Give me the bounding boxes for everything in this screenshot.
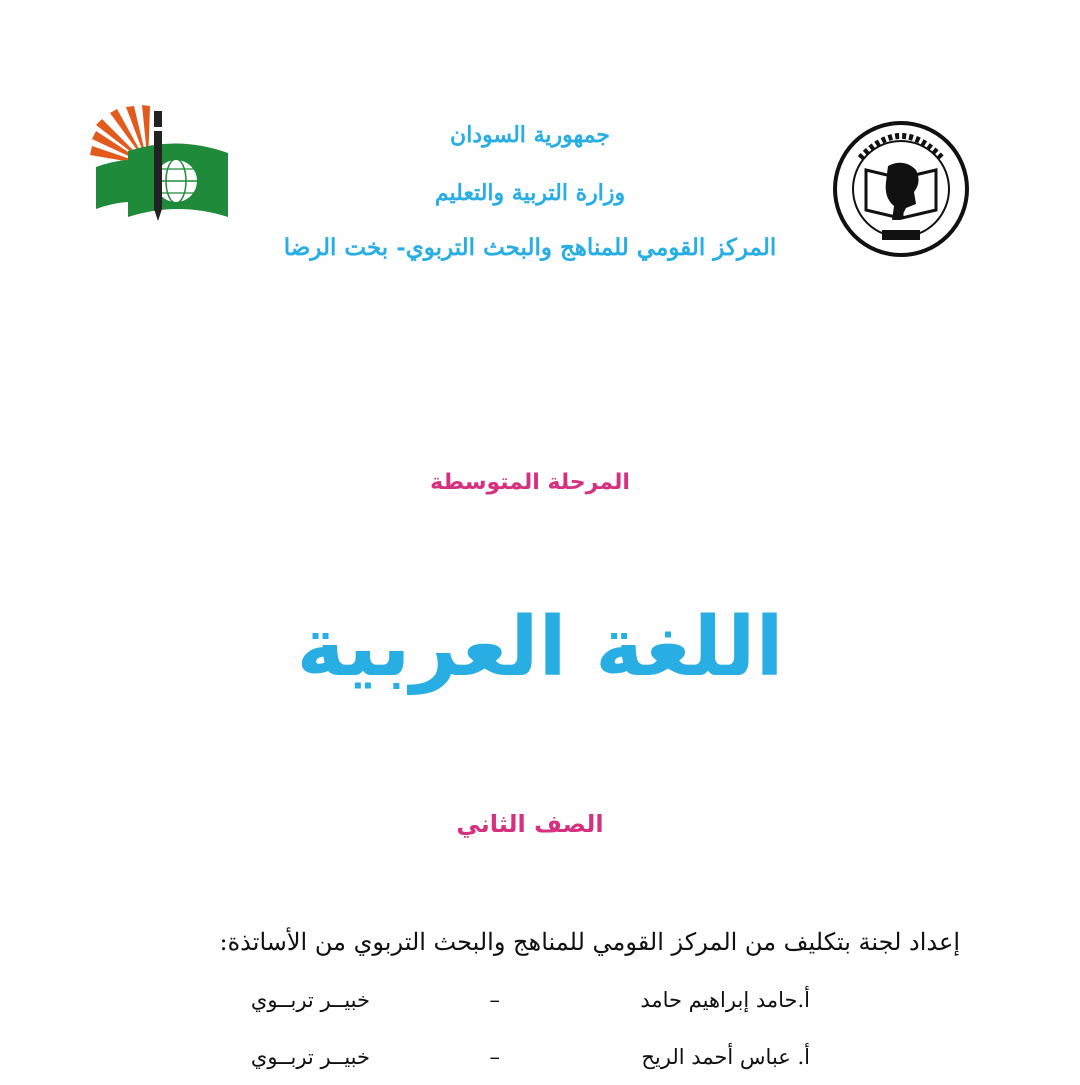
ministry-emblem-icon: [88, 105, 230, 225]
book-title: اللغة العربية: [296, 600, 784, 695]
committee-member: [210, 988, 810, 1028]
center-seal-icon: [830, 118, 972, 260]
school-stage: المرحلة المتوسطة: [430, 470, 630, 495]
member-role: خبيــر تربــوي: [250, 988, 370, 1012]
member-separator: –: [489, 988, 500, 1012]
header-center: المركز القومي للمناهج والبحث التربوي- بخت الرضا: [283, 234, 777, 261]
member-name: أ.حامد إبراهيم حامد: [640, 988, 810, 1012]
header-ministry: وزارة التربية والتعليم: [434, 180, 626, 206]
committee-member: [210, 1045, 810, 1085]
member-name: أ. عباس أحمد الريح: [641, 1045, 810, 1069]
grade-label: الصف الثاني: [456, 810, 604, 838]
member-role: خبيــر تربــوي: [250, 1045, 370, 1069]
header-republic: جمهورية السودان: [450, 122, 610, 148]
committee-intro: إعداد لجنة بتكليف من المركز القومي للمناهج والبحث التربوي من الأساتذة:: [219, 928, 960, 956]
member-separator: –: [489, 1045, 500, 1069]
